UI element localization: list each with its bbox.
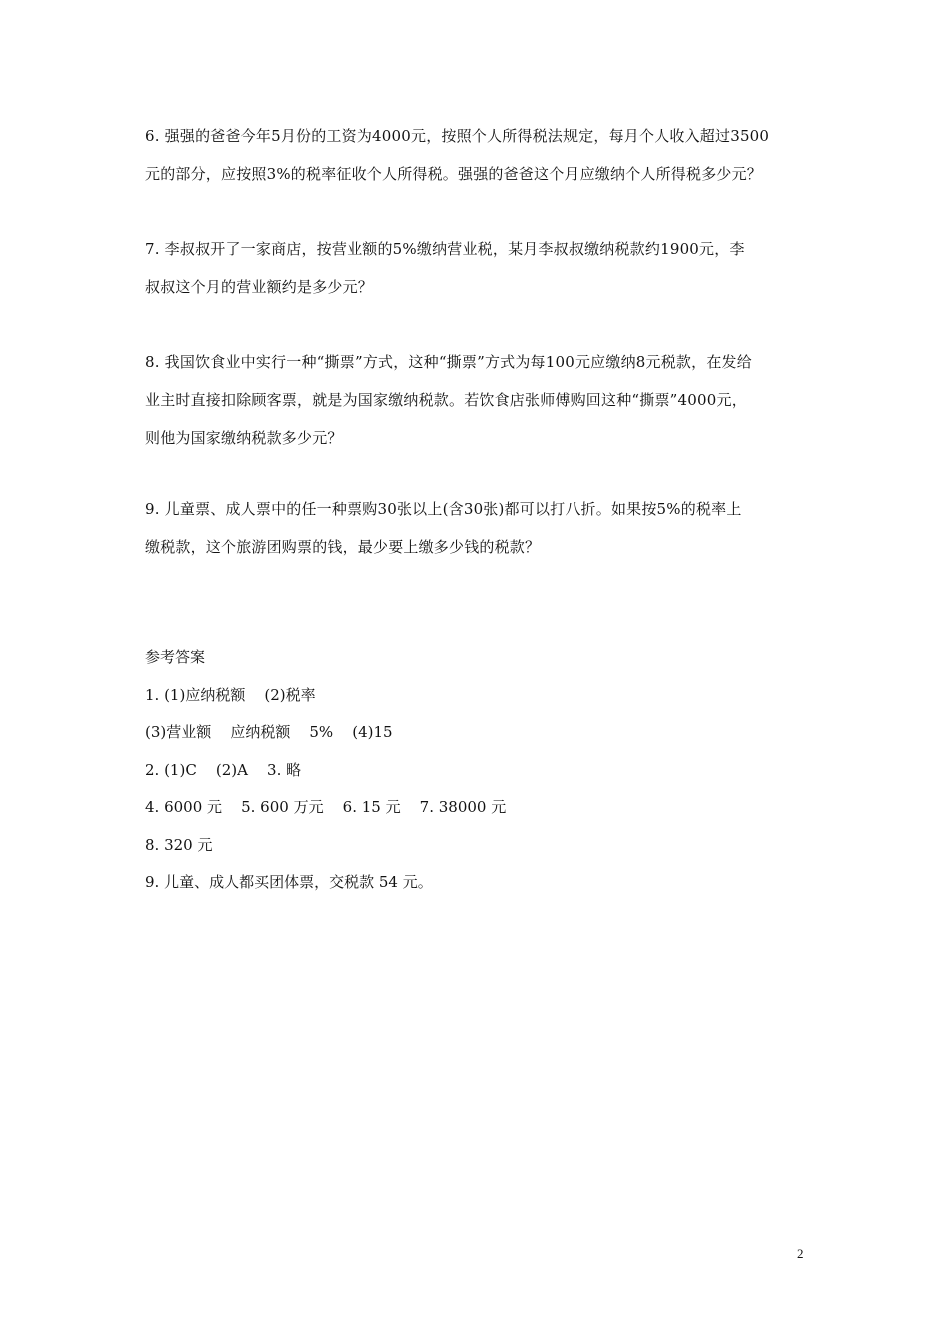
question-7 xyxy=(145,230,807,306)
answer-line: 2. (1)C (2)A 3. 略 xyxy=(145,760,302,779)
question-9 xyxy=(145,490,807,566)
question-8 xyxy=(145,343,807,457)
page-number: 2 xyxy=(797,1246,804,1261)
question-line: 缴税款，这个旅游团购票的钱，最少要上缴多少钱的税款？ xyxy=(145,538,541,556)
question-line: 9. 儿童票、成人票中的任一种票购30张以上(含30张)都可以打八折。如果按5%的税率上 xyxy=(145,500,742,518)
question-line: 叔叔这个月的营业额约是多少元？ xyxy=(145,278,374,296)
answer-line: 4. 6000 元 5. 600 万元 6. 15 元 7. 38000 元 xyxy=(145,798,507,816)
answer-line: 1. (1)应纳税额 (2)税率 xyxy=(145,685,316,704)
answer-line: 8. 320 元 xyxy=(145,835,213,854)
question-line: 业主时直接扣除顾客票，就是为国家缴纳税款。若饮食店张师傅购回这种“撕票”4000元， xyxy=(145,391,747,409)
answer-line: 9. 儿童、成人都买团体票，交税款 54 元。 xyxy=(145,873,433,891)
question-line: 8. 我国饮食业中实行一种“撕票”方式，这种“撕票”方式为每100元应缴纳8元税款，在发给 xyxy=(145,353,752,371)
answer-line: (3)营业额 应纳税额 5% (4)15 xyxy=(145,723,393,741)
question-6 xyxy=(145,117,807,193)
question-line: 元的部分，应按照3%的税率征收个人所得税。强强的爸爸这个月应缴纳个人所得税多少元？ xyxy=(145,165,763,183)
answer-key xyxy=(145,639,807,902)
question-line: 则他为国家缴纳税款多少元？ xyxy=(145,429,343,447)
answer-key-heading: 参考答案 xyxy=(145,648,206,666)
question-line: 6. 强强的爸爸今年5月份的工资为4000元，按照个人所得税法规定，每月个人收入超过3500 xyxy=(145,127,770,145)
question-line: 7. 李叔叔开了一家商店，按营业额的5%缴纳营业税，某月李叔叔缴纳税款约1900元，李 xyxy=(145,240,745,258)
